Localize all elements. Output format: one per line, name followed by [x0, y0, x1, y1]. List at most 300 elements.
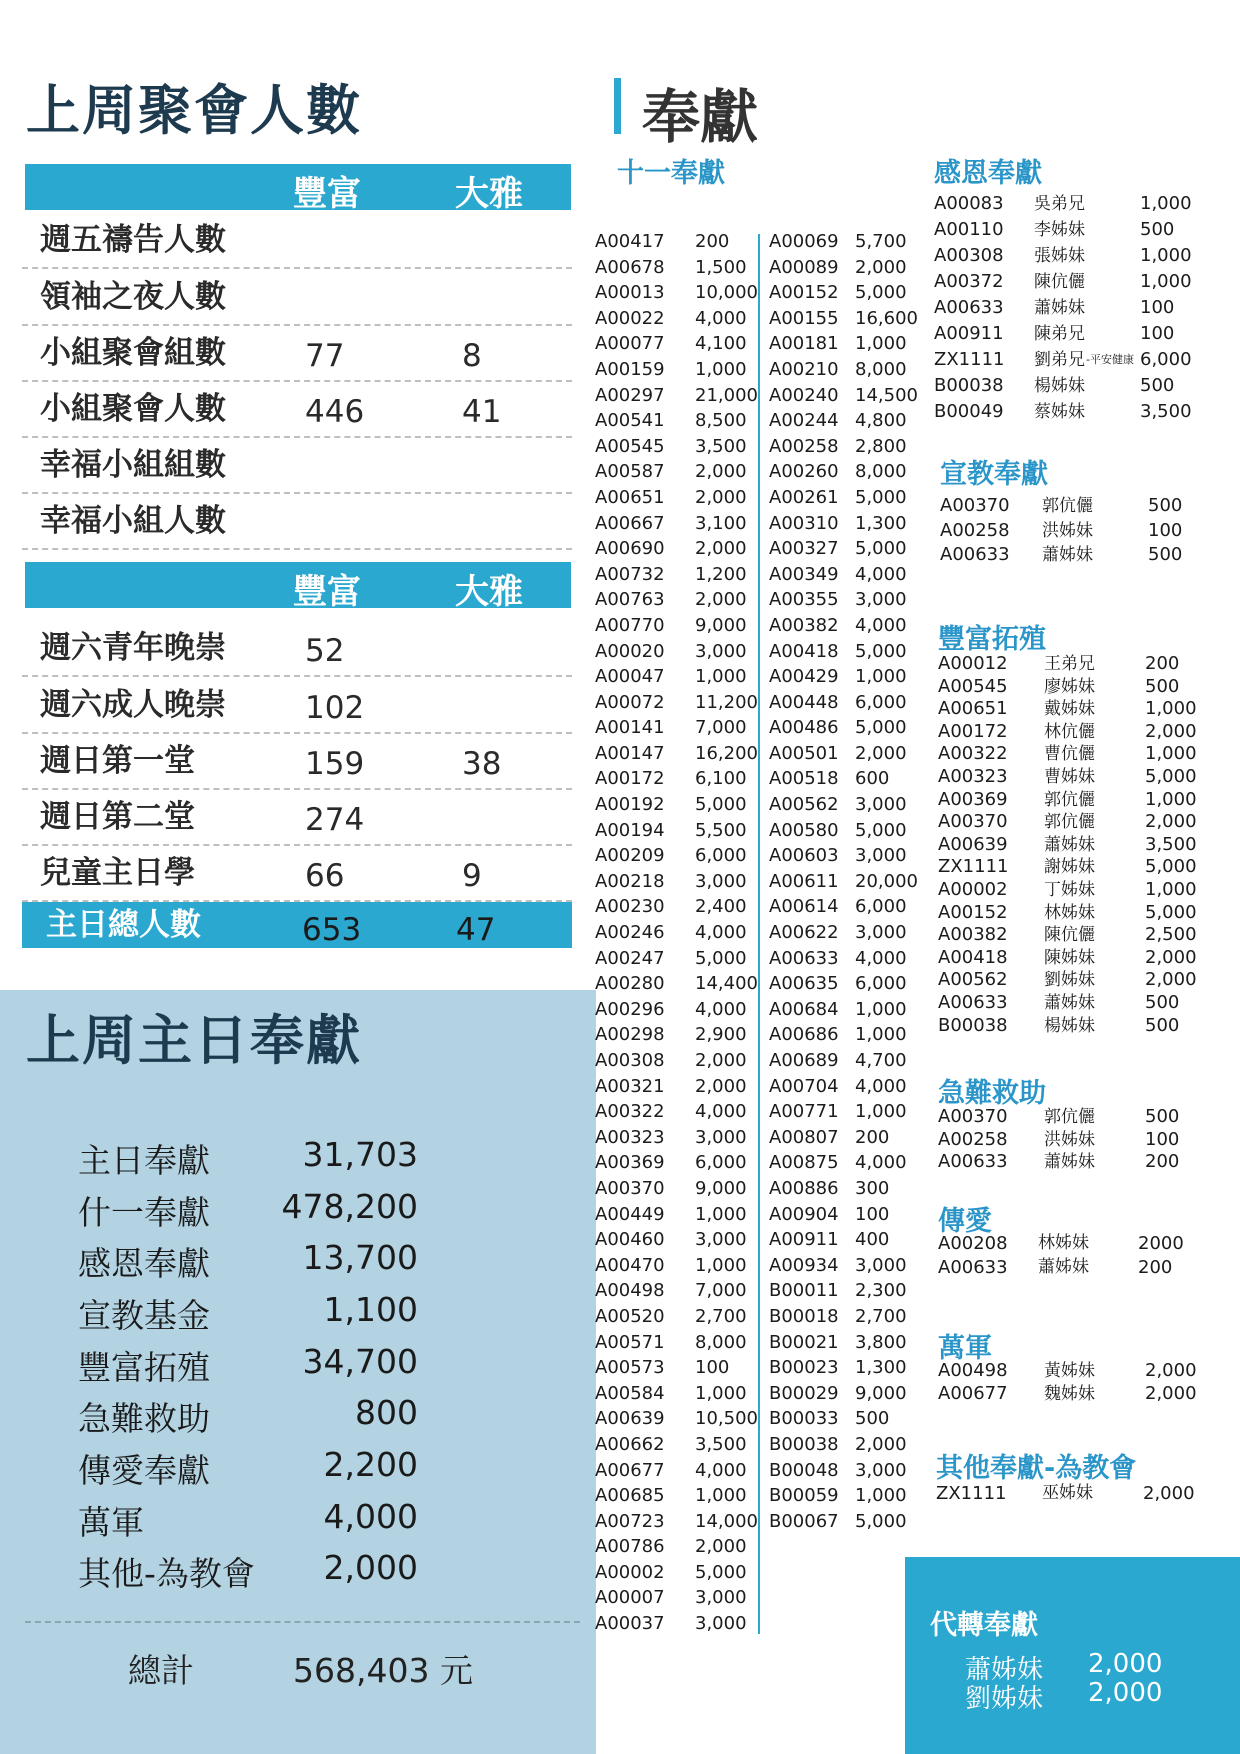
member-id: A00677	[595, 1459, 665, 1481]
row-label: 週六青年晚崇	[40, 630, 226, 666]
tithe-entry	[769, 1125, 919, 1151]
other-list	[936, 1481, 1216, 1506]
tithe-entry	[595, 664, 755, 690]
offering-item	[78, 1548, 418, 1598]
tithe-entry	[769, 562, 919, 588]
amount: 2,000	[695, 538, 747, 560]
member-id: A00298	[595, 1024, 665, 1046]
amount: 5,000	[1145, 765, 1197, 787]
amount: 3,000	[695, 1126, 747, 1148]
donor-name: 蕭姊妹	[1042, 545, 1093, 565]
donation-entry	[938, 743, 1218, 766]
member-id: A00704	[769, 1075, 839, 1097]
member-id: A00308	[934, 245, 1004, 266]
donor-name: 楊姊妹	[1034, 376, 1085, 396]
tithe-entry	[595, 843, 755, 869]
amount: 4,000	[855, 1075, 907, 1097]
member-id: A00310	[769, 512, 839, 534]
tithe-entry	[595, 869, 755, 895]
sunday-offering-title: 上周主日奉獻	[26, 1009, 362, 1072]
thanks-list	[934, 191, 1214, 425]
amount: 1,000	[1140, 193, 1192, 214]
donation-entry	[938, 653, 1218, 676]
amount: 2,000	[695, 1075, 747, 1097]
member-id: A00545	[595, 435, 665, 457]
donor-name: 魏姊妹	[1044, 1383, 1095, 1404]
amount: 600	[855, 768, 890, 790]
attendance-row	[22, 270, 572, 326]
amount: 1,500	[695, 256, 747, 278]
donor-name: 郭伉儷	[1044, 812, 1095, 833]
tithe-entry	[595, 1509, 758, 1535]
member-id: A00448	[769, 691, 839, 713]
tithe-entry	[595, 792, 755, 818]
donation-entry	[938, 1129, 1218, 1152]
amount: 100	[1140, 323, 1175, 344]
value-daya: 38	[462, 746, 502, 782]
member-id: A00369	[938, 788, 1008, 810]
tithe-entry	[595, 383, 758, 409]
amount: 6,000	[1140, 349, 1192, 370]
member-id: ZX1111	[934, 349, 1005, 370]
amount: 200	[695, 231, 730, 252]
row-label: 小組聚會人數	[40, 391, 226, 427]
member-id: A00159	[595, 358, 665, 380]
member-id: A00690	[595, 538, 665, 560]
amount: 4,000	[855, 1152, 907, 1174]
amount: 10,500	[695, 1408, 758, 1430]
tithe-entry	[769, 1202, 919, 1228]
tithe-entry	[595, 946, 755, 972]
member-id: B00048	[769, 1459, 839, 1481]
relay-name: 劉姊妹	[965, 1684, 1044, 1714]
member-id: A00689	[769, 1050, 839, 1071]
amount: 5,000	[855, 819, 907, 841]
donation-entry	[940, 543, 1220, 568]
amount: 9,000	[855, 1382, 907, 1404]
fengfu-title: 豐富拓殖	[938, 624, 1046, 655]
donation-entry	[938, 902, 1218, 925]
donor-name: 戴姊妹	[1044, 699, 1095, 720]
member-id: A00639	[938, 833, 1008, 855]
donation-entry	[934, 191, 1214, 217]
value-fengfu: 66	[305, 858, 345, 894]
tithe-entry	[769, 1304, 919, 1330]
relay-title: 代轉奉獻	[930, 1610, 1038, 1641]
donation-entry	[940, 519, 1220, 544]
offering-item	[78, 1187, 418, 1237]
amount: 5,000	[695, 947, 747, 969]
amount: 500	[1145, 1106, 1180, 1127]
amount: 1,000	[695, 358, 747, 380]
amount: 2,000	[695, 589, 747, 611]
member-id: A00662	[595, 1433, 665, 1455]
member-id: B00011	[769, 1280, 839, 1302]
amount: 2,900	[695, 1024, 747, 1046]
tithe-entry	[769, 1176, 919, 1202]
offering-amount: 1,100	[323, 1290, 418, 1329]
member-id: A00244	[769, 410, 839, 432]
donor-name: 張姊妹	[1034, 246, 1085, 266]
tithe-entry	[595, 690, 758, 716]
col-fengfu-label: 豐富	[293, 174, 361, 214]
tithe-entry	[769, 818, 919, 844]
amount: 500	[1145, 675, 1180, 697]
tithe-entry	[769, 613, 919, 639]
member-id: A00089	[769, 256, 839, 278]
member-id: A00382	[938, 924, 1008, 946]
tithe-column-1	[595, 229, 758, 1637]
title-accent-bar	[614, 78, 621, 134]
member-id: A00449	[595, 1203, 665, 1225]
member-id: A00192	[595, 794, 665, 816]
tithe-entry	[595, 715, 755, 741]
amount: 5,000	[695, 794, 747, 816]
value-fengfu: 446	[305, 394, 365, 430]
tithe-entry	[769, 306, 919, 332]
member-id: A00678	[595, 256, 665, 278]
tithe-entry	[769, 383, 919, 409]
amount: 4,000	[855, 563, 907, 585]
amount: 3,500	[1140, 401, 1192, 422]
member-id: A00635	[769, 973, 839, 995]
attendance-row	[22, 494, 572, 550]
tithe-entry	[769, 1253, 919, 1279]
amount: 1,000	[1145, 878, 1197, 900]
donation-entry	[938, 1256, 1218, 1280]
amount: 11,200	[695, 691, 758, 713]
donation-entry	[934, 373, 1214, 399]
member-id: A00181	[769, 333, 839, 355]
donor-name: 郭伉儷	[1042, 496, 1093, 516]
donor-name: 蕭姊妹	[1044, 1152, 1095, 1172]
donor-name: 洪姊妹	[1042, 520, 1093, 541]
member-id: A00622	[769, 922, 839, 944]
tithe-entry	[769, 1458, 919, 1484]
tithe-entry	[595, 229, 755, 255]
attendance-total-row	[22, 902, 572, 948]
member-id: A00498	[595, 1280, 665, 1302]
tithe-entry	[595, 818, 755, 844]
tithe-entry	[769, 229, 919, 255]
amount: 500	[1148, 544, 1183, 565]
amount: 9,000	[695, 1177, 747, 1199]
member-id: A00280	[595, 973, 665, 995]
amount: 1,200	[695, 563, 747, 585]
amount: 4,000	[695, 1459, 747, 1481]
other-title: 其他奉獻-為教會	[936, 1453, 1137, 1484]
donation-entry	[938, 947, 1218, 970]
amount: 4,000	[695, 307, 747, 329]
donation-entry	[934, 295, 1214, 321]
member-id: A00611	[769, 870, 839, 892]
amount: 4,100	[695, 333, 747, 355]
donation-entry	[934, 217, 1214, 243]
amount: 2,500	[1145, 924, 1197, 946]
tithe-entry	[769, 1509, 919, 1535]
row-label: 小組聚會組數	[40, 335, 226, 371]
tithe-entry	[769, 792, 919, 818]
offering-label: 傳愛奉獻	[78, 1451, 210, 1490]
tithe-entry	[769, 946, 919, 972]
offering-label: 萬軍	[78, 1503, 144, 1542]
donor-name: 陳姊妹	[1044, 947, 1095, 968]
tithe-column-2	[769, 229, 919, 1534]
donor-name: 洪姊妹	[1044, 1129, 1095, 1150]
member-id: A00372	[934, 271, 1004, 292]
donation-entry	[934, 269, 1214, 295]
member-id: A00172	[595, 768, 665, 790]
member-id: A00247	[595, 947, 665, 969]
member-id: B00021	[769, 1331, 839, 1353]
column-separator	[758, 234, 760, 1634]
member-id: A00651	[595, 486, 665, 508]
donation-entry	[938, 1232, 1218, 1256]
tithe-entry	[769, 511, 919, 537]
tithe-entry	[595, 331, 755, 357]
tithe-entry	[595, 1048, 755, 1074]
member-id: A00260	[769, 461, 839, 483]
tithe-entry	[769, 869, 919, 895]
tithe-entry	[769, 766, 919, 792]
tithe-entry	[769, 536, 919, 562]
offering-item	[78, 1238, 418, 1288]
attendance-row	[22, 621, 572, 677]
divider	[25, 1621, 580, 1623]
member-id: A00562	[938, 969, 1008, 991]
amount: 1,000	[695, 1254, 747, 1276]
member-id: B00067	[769, 1510, 839, 1532]
donor-name: 劉姊妹	[1044, 970, 1095, 991]
amount: 14,400	[695, 973, 758, 995]
member-id: A00370	[940, 495, 1010, 516]
col-fengfu-label: 豐富	[293, 572, 361, 612]
value-daya: 8	[462, 338, 482, 374]
mission-list	[940, 494, 1220, 568]
amount: 1,000	[1140, 245, 1192, 266]
attendance-row	[22, 790, 572, 846]
member-id: A00147	[595, 742, 665, 764]
amount: 3,500	[695, 1433, 747, 1455]
row-label: 兒童主日學	[40, 855, 195, 891]
offering-label: 其他-為教會	[78, 1554, 255, 1593]
member-id: A00573	[595, 1357, 665, 1379]
tithe-entry	[595, 1150, 755, 1176]
donation-entry	[938, 789, 1218, 812]
amount: 1,000	[855, 333, 907, 355]
donation-entry	[938, 1015, 1218, 1038]
member-id: A00786	[595, 1536, 665, 1558]
donor-name: 郭伉儷	[1044, 1107, 1095, 1127]
member-id: A00911	[769, 1229, 839, 1251]
member-id: A00370	[938, 811, 1008, 833]
donation-entry	[934, 243, 1214, 269]
amount: 8,500	[695, 410, 747, 432]
amount: 4,700	[855, 1050, 907, 1071]
mission-title: 宣教奉獻	[940, 459, 1048, 490]
donation-entry	[938, 1106, 1218, 1129]
amount: 7,000	[695, 1280, 747, 1302]
amount: 1,300	[855, 1357, 907, 1379]
tithe-entry	[595, 1253, 755, 1279]
amount: 1,000	[695, 1203, 747, 1225]
value-daya: 41	[462, 394, 502, 430]
member-id: A00110	[934, 219, 1004, 240]
amount: 14,500	[855, 384, 918, 406]
member-id: A00770	[595, 614, 665, 636]
member-id: A00639	[595, 1408, 665, 1430]
amount: 3,800	[855, 1331, 907, 1353]
member-id: A00886	[769, 1177, 839, 1199]
amount: 4,000	[695, 1101, 747, 1123]
relay-offering-box	[905, 1557, 1240, 1754]
donation-entry	[938, 676, 1218, 699]
tithe-entry	[769, 485, 919, 511]
member-id: A00686	[769, 1024, 839, 1046]
donation-entry	[938, 969, 1218, 992]
member-id: A00771	[769, 1101, 839, 1123]
amount: 2,000	[855, 1433, 907, 1455]
offering-amount: 13,700	[302, 1238, 418, 1277]
member-id: A00633	[940, 544, 1010, 565]
offering-label: 宣教基金	[78, 1296, 210, 1335]
member-id: A00208	[938, 1233, 1008, 1254]
amount: 500	[855, 1408, 890, 1430]
member-id: A00083	[934, 193, 1004, 214]
amount: 5,000	[695, 1561, 747, 1583]
member-id: A00875	[769, 1152, 839, 1174]
tithe-entry	[595, 536, 755, 562]
amount: 1,300	[855, 512, 907, 534]
tithe-entry	[769, 357, 919, 383]
donor-name: 林伉儷	[1044, 721, 1095, 742]
tithe-entry	[769, 459, 919, 485]
member-id: A00418	[769, 640, 839, 662]
tithe-entry	[769, 741, 919, 767]
donor-name: 蔡姊妹	[1034, 402, 1085, 422]
member-id: A00152	[769, 282, 839, 304]
amount: 2,000	[1145, 1360, 1197, 1381]
tithe-entry	[595, 459, 755, 485]
member-id: A00002	[595, 1561, 665, 1583]
amount: 200	[1145, 653, 1180, 674]
donor-name: 陳伉儷	[1034, 272, 1085, 292]
tithe-entry	[769, 894, 919, 920]
col-daya-label: 大雅	[455, 572, 523, 612]
amount: 2,000	[695, 486, 747, 508]
member-id: A00807	[769, 1126, 839, 1148]
amount: 6,100	[695, 768, 747, 790]
amount: 4,000	[855, 947, 907, 969]
attendance-row	[22, 734, 572, 790]
emergency-title: 急難救助	[938, 1078, 1046, 1109]
member-id: ZX1111	[938, 856, 1009, 878]
member-id: A00470	[595, 1254, 665, 1276]
amount: 100	[1148, 519, 1183, 541]
amount: 3,000	[695, 870, 747, 892]
amount: 500	[1140, 375, 1175, 396]
tithe-entry	[769, 1099, 919, 1125]
amount: 3,000	[855, 1459, 907, 1481]
amount: 3,000	[855, 1254, 907, 1276]
member-id: A00633	[769, 947, 839, 969]
donation-entry	[934, 321, 1214, 347]
member-id: A00633	[938, 1151, 1008, 1172]
grand-total-value: 568,403 元	[293, 1651, 473, 1690]
donor-name: 曹伉儷	[1044, 744, 1095, 765]
fengfu-list	[938, 653, 1218, 1037]
amount: 1,000	[1140, 271, 1192, 292]
offering-label: 什一奉獻	[78, 1193, 210, 1232]
member-id: A00077	[595, 333, 665, 355]
amount: 2,000	[1143, 1483, 1195, 1504]
donor-name: 蕭姊妹	[1044, 834, 1095, 855]
offering-amount: 34,700	[302, 1342, 418, 1381]
tithe-entry	[595, 1278, 755, 1304]
tithe-entry	[595, 1406, 758, 1432]
member-id: A00072	[595, 691, 665, 713]
member-id: B00049	[934, 401, 1004, 422]
member-id: A00240	[769, 384, 839, 406]
donation-entry	[934, 399, 1214, 425]
love-title: 傳愛	[938, 1206, 992, 1237]
member-id: A00460	[595, 1229, 665, 1251]
attendance-row	[22, 438, 572, 494]
tithe-entry	[769, 1048, 919, 1074]
amount: 400	[855, 1229, 890, 1251]
amount: 2,800	[855, 435, 907, 457]
member-id: B00038	[934, 375, 1004, 396]
member-id: A00518	[769, 768, 839, 790]
member-id: A00002	[938, 878, 1008, 900]
amount: 500	[1140, 219, 1175, 240]
tithe-entry	[595, 1432, 755, 1458]
tithe-entry	[595, 1585, 755, 1611]
relay-amount: 2,000	[1088, 1678, 1163, 1708]
donor-name: 李姊妹	[1034, 220, 1085, 240]
amount: 1,000	[695, 666, 747, 688]
tithe-entry	[595, 1074, 755, 1100]
donation-entry	[938, 811, 1218, 834]
donation-entry	[938, 924, 1218, 947]
emergency-list	[938, 1106, 1218, 1174]
offering-amount: 2,200	[323, 1445, 418, 1484]
amount: 5,000	[855, 486, 907, 508]
member-id: A00258	[769, 435, 839, 457]
total-daya: 47	[456, 912, 496, 948]
amount: 200	[855, 1126, 890, 1148]
member-id: A00732	[595, 563, 665, 585]
amount: 5,000	[855, 640, 907, 662]
member-id: A00012	[938, 653, 1008, 674]
amount: 1,000	[855, 998, 907, 1020]
donor-name: 林姊妹	[1044, 902, 1095, 923]
row-label: 幸福小組人數	[40, 503, 226, 539]
attendance-header-1	[25, 164, 571, 214]
member-id: B00029	[769, 1382, 839, 1404]
love-list	[938, 1232, 1218, 1279]
donor-name: 蕭姊妹	[1044, 992, 1095, 1013]
tithe-title: 十一奉獻	[617, 158, 725, 189]
offering-label: 豐富拓殖	[78, 1348, 210, 1387]
member-id: ZX1111	[936, 1483, 1007, 1504]
member-id: A00327	[769, 538, 839, 560]
member-id: A00677	[938, 1382, 1008, 1404]
amount: 1,000	[855, 1101, 907, 1123]
member-id: A00911	[934, 323, 1004, 344]
attendance-row	[22, 846, 572, 902]
amount: 3,000	[855, 845, 907, 867]
